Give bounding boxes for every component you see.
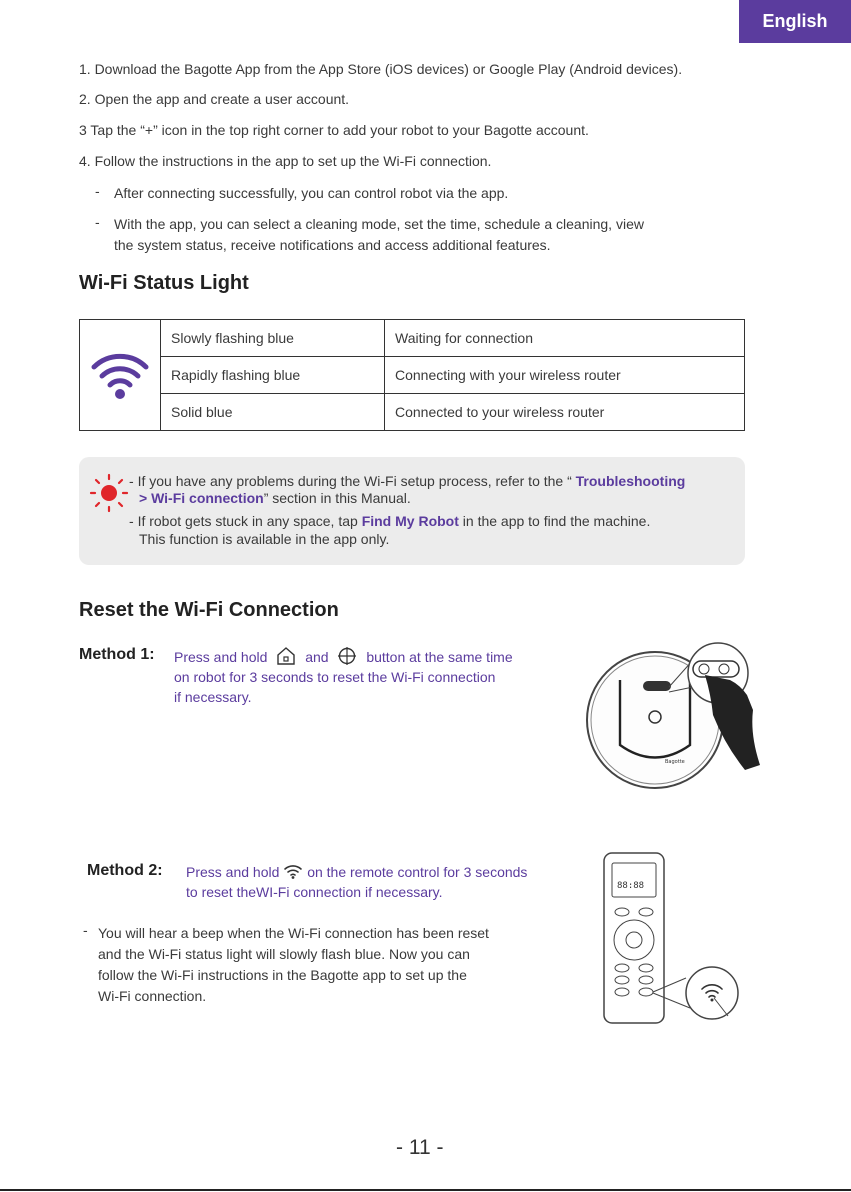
status-light-cell: Solid blue	[161, 394, 385, 431]
method-2-label: Method 2:	[87, 862, 163, 879]
note-line-2	[139, 490, 411, 506]
method-1-text-a: Press and hold	[174, 649, 268, 665]
note-line-3-text: If robot gets stuck in any space, tap	[137, 513, 362, 529]
note-box	[79, 457, 745, 565]
method-1-text-b: and	[305, 649, 329, 665]
step-1: 1. Download the Bagotte App from the App Store (iOS devices) or Google Play (Android devices).	[79, 61, 683, 77]
wifi-icon	[88, 346, 152, 402]
note-line-3	[129, 513, 650, 529]
status-light-cell: Rapidly flashing blue	[161, 357, 385, 394]
method-2-body-line: Wi-Fi connection.	[98, 988, 207, 1004]
wifi-connection-link[interactable]: > Wi-Fi connection	[139, 490, 264, 506]
language-tab: English	[739, 0, 851, 43]
find-my-robot-link[interactable]: Find My Robot	[361, 513, 459, 529]
note-line-4: This function is available in the app only.	[139, 531, 390, 547]
method-1-line1	[174, 646, 513, 668]
table-row	[80, 357, 745, 394]
method-2-line1	[186, 862, 527, 883]
note-line-1-text: If you have any problems during the Wi-Fi setup process, refer to the “	[137, 473, 576, 489]
substep-a-text: After connecting successfully, you can control robot via the app.	[114, 185, 509, 201]
status-light-cell: Slowly flashing blue	[161, 320, 385, 357]
method-2-body-line: You will hear a beep when the Wi-Fi connection has been reset	[98, 925, 489, 941]
method-2-body-line: and the Wi-Fi status light will slowly flash blue. Now you can	[98, 946, 470, 962]
substep-b-line2: the system status, receive notifications and access additional features.	[114, 237, 551, 253]
method-2-line2: to reset theWI-Fi connection if necessary.	[186, 884, 443, 900]
note-dash: -	[129, 513, 134, 529]
home-icon	[275, 646, 297, 666]
robot-brand-label: Bagotte	[665, 759, 685, 765]
status-meaning-cell: Waiting for connection	[385, 320, 745, 357]
note-line-2-text: ” section in this Manual.	[263, 490, 411, 506]
substep-dash: -	[95, 214, 100, 230]
troubleshooting-link[interactable]: Troubleshooting	[575, 473, 686, 489]
method-1-line2: on robot for 3 seconds to reset the Wi-Fi connection	[174, 669, 496, 685]
robot-vacuum	[585, 635, 765, 790]
remote-control	[600, 850, 745, 1030]
method-1-text-c: button at the same time	[366, 649, 513, 665]
table-row	[80, 394, 745, 431]
note-line-1	[129, 473, 685, 489]
warning-light-icon	[89, 473, 129, 513]
remote-display-text: 88:88	[617, 881, 645, 891]
page-number: - 11 -	[396, 1136, 444, 1159]
reset-title: Reset the Wi-Fi Connection	[79, 599, 339, 621]
step-3: 3 Tap the “+” icon in the top right corner to add your robot to your Bagotte account.	[79, 122, 589, 138]
footer-divider	[0, 1189, 851, 1191]
note-dash: -	[129, 473, 134, 489]
substep-b-line1: With the app, you can select a cleaning mode, set the time, schedule a cleaning, view	[114, 216, 644, 232]
step-4: 4. Follow the instructions in the app to set up the Wi-Fi connection.	[79, 153, 492, 169]
wifi-status-table	[79, 319, 745, 431]
note-line-3-post: in the app to find the machine.	[458, 513, 651, 529]
status-meaning-cell: Connecting with your wireless router	[385, 357, 745, 394]
crosshair-icon	[336, 646, 358, 666]
method-2-body-line: follow the Wi-Fi instructions in the Bagotte app to set up the	[98, 967, 467, 983]
step-2: 2. Open the app and create a user account.	[79, 91, 350, 107]
method-2-dash: -	[83, 922, 88, 938]
method-1-label: Method 1:	[79, 646, 155, 663]
wifi-icon-cell	[80, 320, 161, 431]
wifi-icon	[283, 863, 303, 879]
wifi-status-title: Wi-Fi Status Light	[79, 272, 249, 294]
method-2-text-a: Press and hold	[186, 864, 280, 880]
method-2-body	[98, 923, 489, 1007]
method-2-text-b: on the remote control for 3 seconds	[307, 864, 528, 880]
method-1-line3: if necessary.	[174, 689, 252, 705]
status-meaning-cell: Connected to your wireless router	[385, 394, 745, 431]
substep-dash: -	[95, 183, 100, 199]
table-row	[80, 320, 745, 357]
